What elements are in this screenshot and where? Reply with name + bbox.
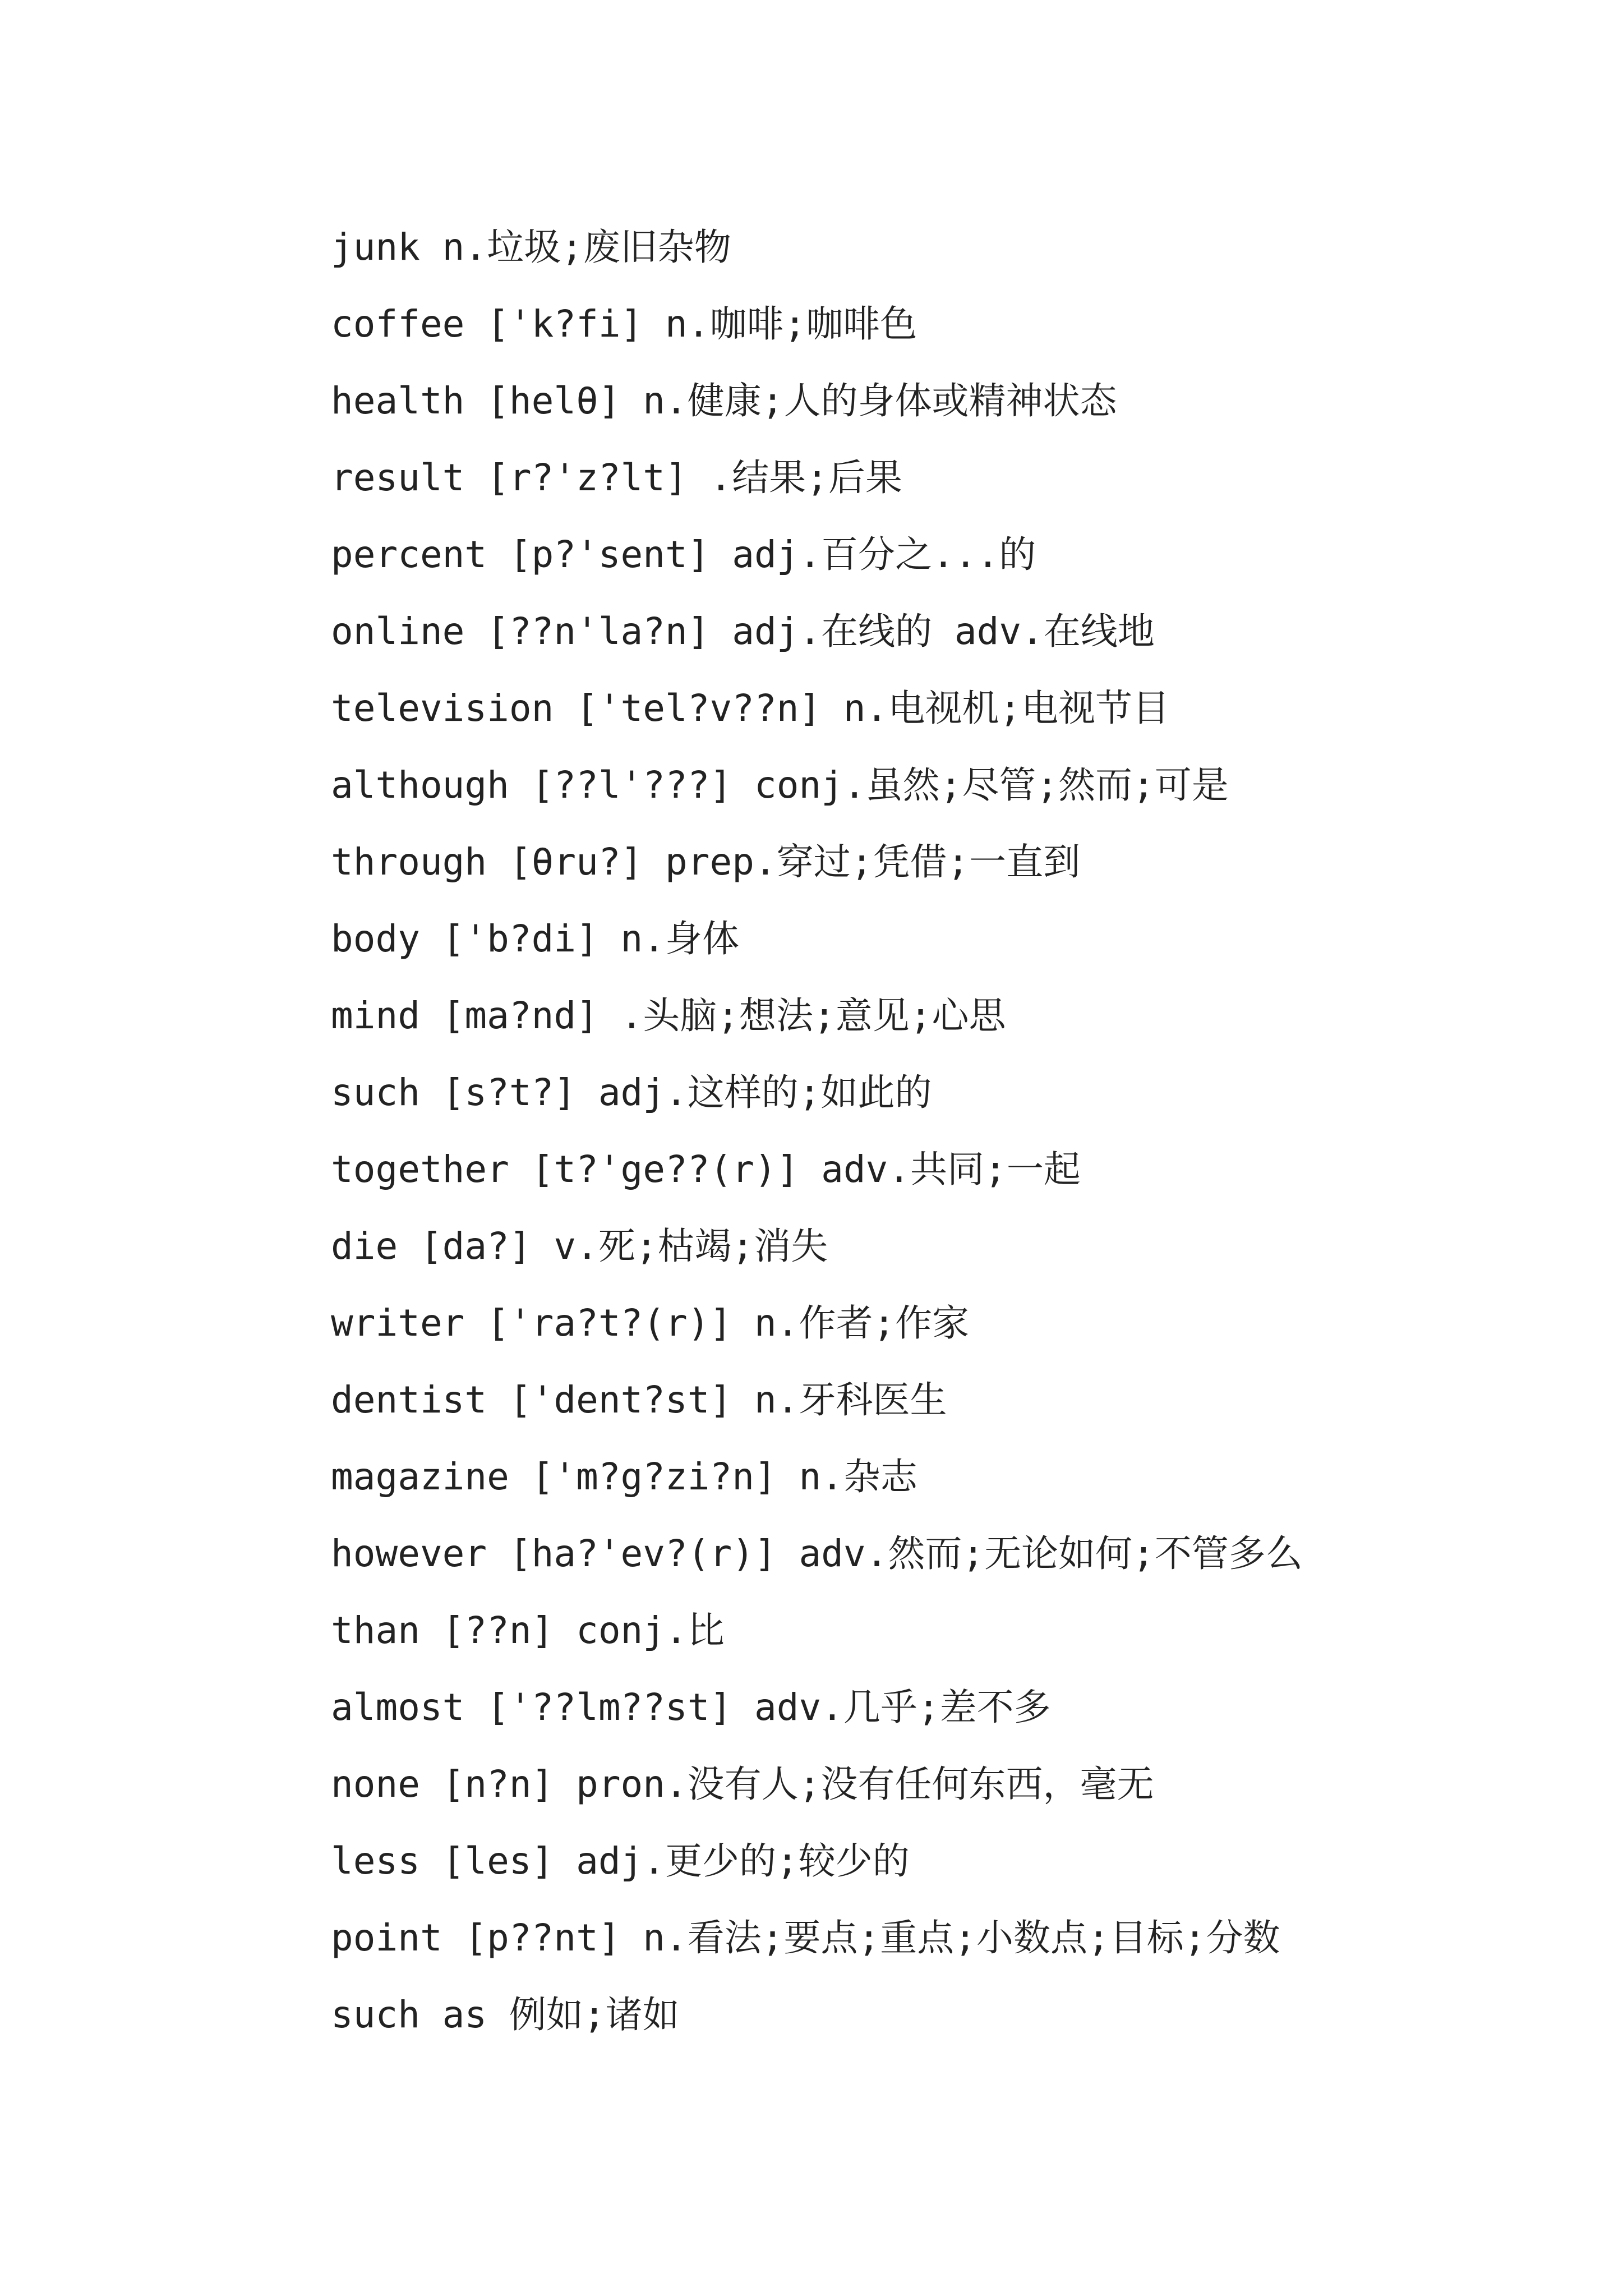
vocab-entry-less: less [les] adj.更少的;较少的 xyxy=(331,1839,910,1883)
vocab-entry-dentist: dentist ['dent?st] n.牙科医生 xyxy=(331,1378,947,1421)
vocab-entry-online: online [??n'la?n] adj.在线的 adv.在线地 xyxy=(331,610,1155,653)
vocab-entry-junk: junk n.垃圾;废旧杂物 xyxy=(331,226,731,269)
vocab-entry-mind: mind [ma?nd] .头脑;想法;意见;心思 xyxy=(331,994,1006,1037)
vocab-entry-point: point [p??nt] n.看法;要点;重点;小数点;目标;分数 xyxy=(331,1916,1280,1959)
vocab-entry-writer: writer ['ra?t?(r)] n.作者;作家 xyxy=(331,1301,970,1345)
vocab-entry-coffee: coffee ['k?fi] n.咖啡;咖啡色 xyxy=(331,302,917,346)
vocab-entry-than: than [??n] conj.比 xyxy=(331,1609,725,1652)
vocab-entry-such: such [s?t?] adj.这样的;如此的 xyxy=(331,1071,932,1114)
vocab-entry-although: although [??l'???] conj.虽然;尽管;然而;可是 xyxy=(331,763,1229,807)
vocab-entry-almost: almost ['??lm??st] adv.几乎;差不多 xyxy=(331,1686,1051,1729)
vocab-entry-through: through [θru?] prep.穿过;凭借;一直到 xyxy=(331,840,1081,884)
vocab-entry-result: result [r?'z?lt] .结果;后果 xyxy=(331,456,902,499)
vocab-entry-die: die [da?] v.死;枯竭;消失 xyxy=(331,1225,828,1268)
vocab-entry-however: however [ha?'ev?(r)] adv.然而;无论如何;不管多么 xyxy=(331,1532,1303,1575)
vocabulary-list xyxy=(331,209,1303,2053)
vocab-entry-health: health [helθ] n.健康;人的身体或精神状态 xyxy=(331,379,1117,422)
vocab-entry-together: together [t?'ge??(r)] adv.共同;一起 xyxy=(331,1148,1081,1191)
vocab-entry-such-as: such as 例如;诸如 xyxy=(331,1993,680,2036)
vocab-entry-none: none [n?n] pron.没有人;没有任何东西，毫无 xyxy=(331,1763,1154,1806)
vocab-entry-television: television ['tel?v??n] n.电视机;电视节目 xyxy=(331,687,1170,730)
vocab-entry-percent: percent [p?'sent] adj.百分之...的 xyxy=(331,533,1036,576)
vocab-entry-magazine: magazine ['m?g?zi?n] n.杂志 xyxy=(331,1455,917,1498)
vocab-entry-body: body ['b?di] n.身体 xyxy=(331,917,740,960)
